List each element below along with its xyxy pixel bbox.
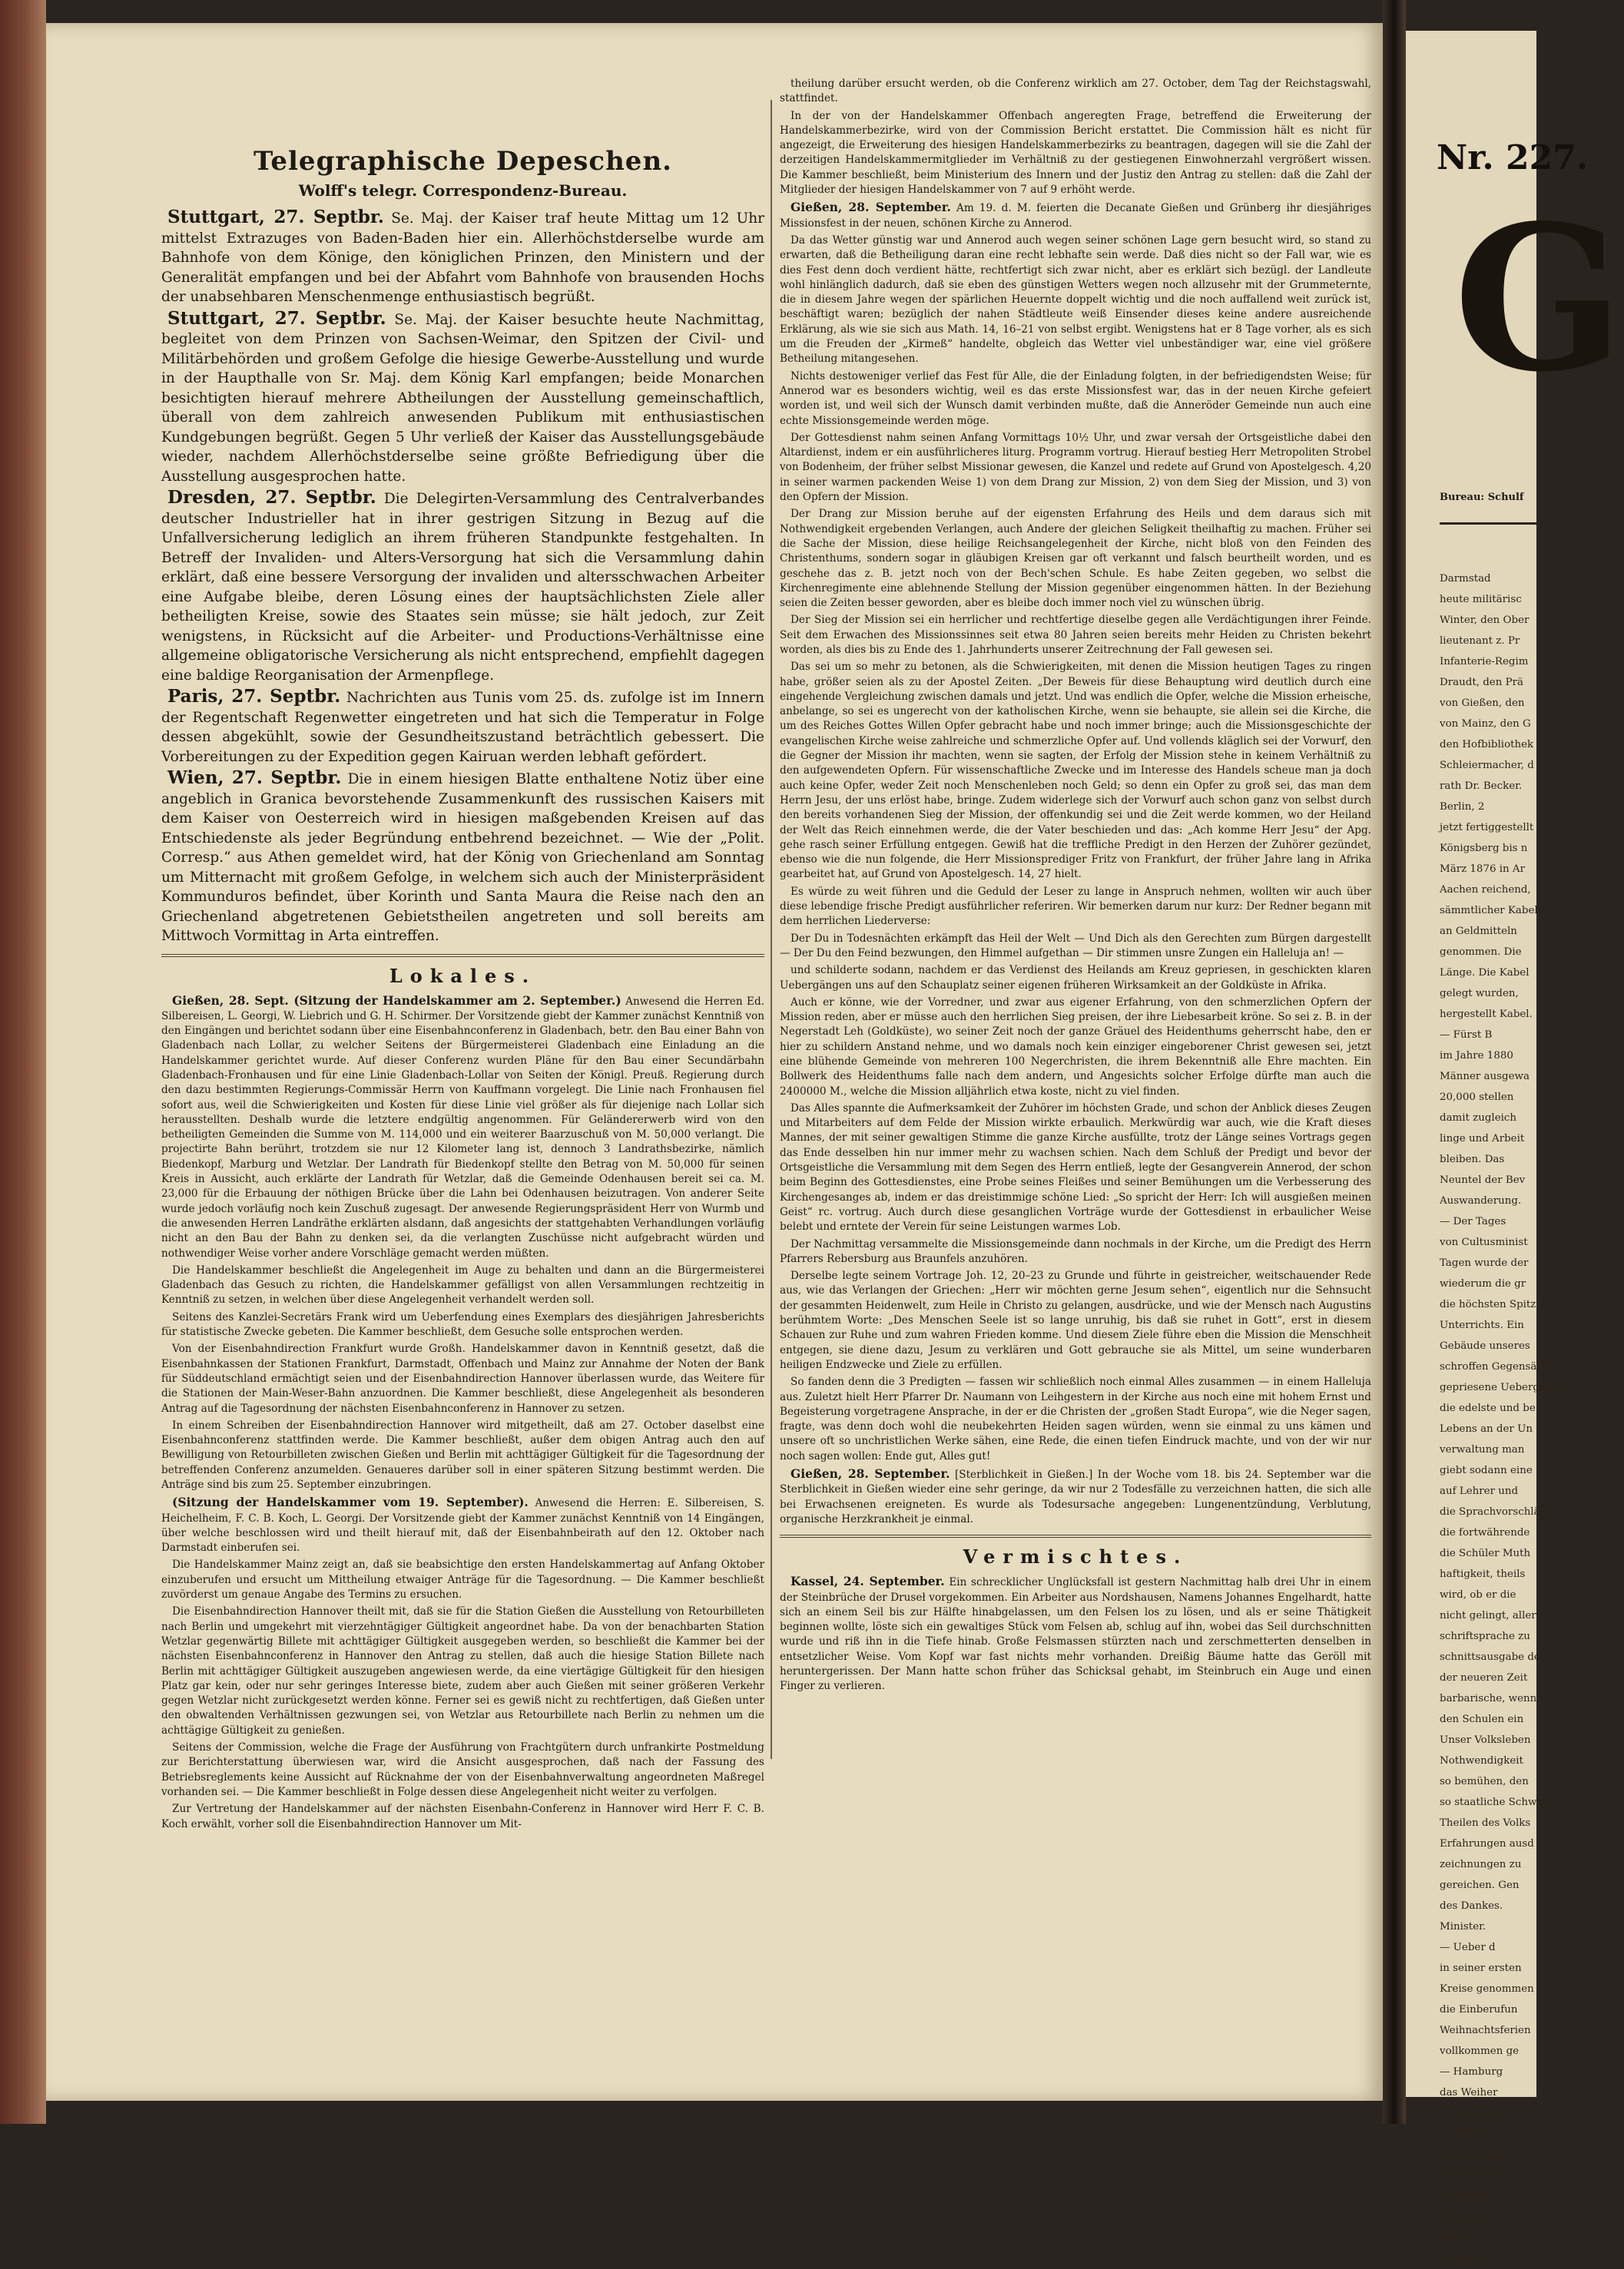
dispatch	[161, 687, 764, 767]
next-page-fragment: Aachen reichend,	[1440, 884, 1531, 896]
next-page-fragment: von Cultusminist	[1440, 1237, 1528, 1248]
headline: Telegraphische Depeschen.	[253, 146, 672, 177]
article-paragraph-text: Der Gottesdienst nahm seinen Anfang Vormittags 10½ Uhr, und zwar versah der Ortsgeistliche dabei den Altardienst, indem er ein ausführlicheres liturg. Programm vortrug. Hierauf bestieg Herr Metropoliten Strobel von Bodenheim, der früher selbst Missionar gewesen, die Kanzel und redete auf Grund von Apostelgesch. 4,20 in seiner warmen packenden Weise 1) von dem Drang zur Mission, 2) von dem Sieg der Mission, und 3) von den Opfern der Mission.	[780, 431, 1371, 504]
next-page-fragment: schnittsausgabe der	[1440, 1651, 1546, 1663]
next-page-fragment: an Geldmitteln	[1440, 926, 1517, 937]
next-page-fragment: zu zahlen	[1440, 2128, 1490, 2140]
subheadline: Wolff's telegr. Correspondenz-Bureau.	[298, 181, 628, 200]
article-paragraph-text: Der Nachmittag versammelte die Missionsgemeinde dann nochmals in der Kirche, um die Predigt des Herrn Pfarrers Rebersburg aus Braunfels anzuhören.	[780, 1237, 1371, 1265]
article-paragraph-text: Der Drang zur Mission beruhe auf der eigensten Erfahrung des Heils und dem daraus sich mit Nothwendigkeit ergebenden Verlangen, auch Andere der gleichen Seligkeit theilhaftig zu machen. Früher sei die Sache der Mission, diese heilige Reichsangelegenheit der Kirche, nicht bloß von den Feinden des Christenthums, sondern sogar in gläubigen Kreisen gar oft verkannt und falsch beurtheilt worden, und es geschehe das z. B. jetzt noch von der Bech'schen Schule. Es habe Zeiten gegeben, wo selbst die Kirchenregimente eine ablehnende Stellung der Mission gegenüber eingenommen hätten. In der Beziehung seien die Zeiten besser geworden, aber es bleibe doch immer noch viel zu wünschen übrig.	[780, 508, 1371, 610]
article-paragraph	[780, 963, 1371, 993]
next-page-fragment: lieutenant z. Pr	[1440, 635, 1520, 647]
lokales-paragraph-text: Die Eisenbahndirection Hannover theilt mit, daß sie für die Station Gießen die Ausstellung von Retourbilleten nach Berlin und umgekehrt mit vierzehntägiger Gültigkeit angeordnet habe. Da von der benachbarten Station Wetzlar gegenwärtig Billete mit achttägiger Gültigkeit ausgegeben werden, so beschließt die Kammer bei der nächsten Eisenbahnconferenz in Hannover den Antrag zu stellen, daß auch die hiesige Station Billete nach Berlin mit achttägiger Gültigkeit auszugeben angewiesen werde, da eine viertägige Gültigkeit für den hiesigen Platz gar kein, oder nur sehr geringes Interesse biete, zudem aber auch Gießen mit seiner größeren Verkehr gegen Wetzlar nicht zurückgesetzt werden könne. Ferner sei es gewiß nicht zu rechtfertigen, daß Gießen unter den obwaltenden Verhältnissen gezwungen sei, von Wetzlar aus Retourbillete nach Berlin zu nehmen um die achttägige Gültigkeit zu genießen.	[161, 1605, 764, 1737]
article-paragraph	[780, 660, 1371, 882]
next-page-fragment: Kreise genommen	[1440, 1983, 1534, 1995]
article-paragraph-text: Da das Wetter günstig war und Annerod auch wegen seiner schönen Lage gern besucht wird, so stand zu erwarten, daß die Betheiligung daran eine recht lebhafte sein werde. Daß dies nicht so der Fall war, wie es dies Fest denn doch verdient hätte, rechtfertigt sich zwar nicht, aber es erklärt sich bezügl. der Landleute wohl hinlänglich dadurch, daß sie eben des günstigen Wetters wegen noch allzusehr mit der Grummeternte, die in diesem Jahre wegen der spärlichen Heuernte doppelt wichtig und die noch auffallend weit zurück ist, beschäftigt waren; bezüglich der nahen Städtleute weiß Einsender dieses keine andere ausreichende Erklärung, als wie sie sich aus Math. 14, 16–21 von selbst ergibt. Wenigstens hat er 8 Tage vorher, als es sich um die Freuden der „Kirmeß“ handelte, obgleich das Wetter viel unbeständiger war, eine viel größere Betheilung mitangesehen.	[780, 234, 1371, 366]
next-page-fragment: scheint	[1440, 2253, 1478, 2264]
dispatch-text: Nachrichten aus Tunis vom 25. ds. zufolge ist im Innern der Regentschaft Regenwetter eingetreten und hat sich die Temperatur in Folge dessen abgekühlt, sowie der Gesundheitszustand beträchtlich gebessert. Die Vorbereitungen zu der Expedition gegen Kairuan werden lebhaft gefördert.	[161, 690, 764, 765]
next-page-fragment: schroffen Gegensätze	[1440, 1361, 1553, 1373]
next-page	[1406, 31, 1624, 2264]
next-page-fragment: Weihnachtsferien	[1440, 2025, 1531, 2036]
lokales-paragraph-text: Anwesend die Herren Ed. Silbereisen, L. Georgi, W. Liebrich und G. H. Schirmer. Der Vorsitzende giebt der Kammer zunächst Kenntniß von den Eingängen und berichtet sodann über eine Eisenbahnconferenz in Gladenbach, betr. den Bau einer Bahn von Gladenbach nach Lollar, zu welcher Seitens der Bürgermeisterei Gladenbach eine Einladung an die Handelskammer gerichtet wurde. Auf dieser Conferenz wurden Pläne für den Bau einer Secundärbahn Gladenbach-Fronhausen und für eine Linie Gladenbach-Lollar von Seiten der Königl. Preuß. Regierung durch den dazu bestimmten Regierungs-Commissär Herrn von Kauffmann vorgelegt. Die Linie nach Fronhausen fiel sofort aus, weil die Schwierigkeiten und Kosten für diese Linie viel größer als für diejenige nach Lollar sich herausstellten. Deshalb wurde die letztere endgültig angenommen. Für Geländererwerb wird von den betheiligten Gemeinden die Summe von M. 114,000 und ein weiterer Baarzuschuß von M. 50,000 verlangt. Die projectirte Bahn berührt, trotzdem sie nur 12 Kilometer lang ist, dennoch 3 Landrathsbezirke, nämlich Biedenkopf, Marburg und Wetzlar. Der Landrath für Biedenkopf stellte den Betrag von M. 50,000 für seinen Kreis in Aussicht, auch erklärte der Landrath für Wetzlar, daß die Gemeinde Odenhausen bereit sei ca. M. 23,000 für die Erbauung der nöthigen Brücke über die Lahn bei Odenhausen beizutragen. Von anderer Seite wurde jedoch vorläufig noch kein Zuschuß zugesagt. Der anwesende Regierungspräsident Herr von Wurmb und die anwesenden Herren Landräthe erklärten alsdann, daß angesichts der stattgehabten Verhandlungen vorläufig nicht an den Bau der Bahn zu denken sei, da die verlangten Zuschüsse nicht aufgebracht würden und nothwendiger Weise vorher andere Vorschläge gemacht werden müßten.	[161, 995, 764, 1260]
dispatch-lead: Stuttgart, 27. Septbr.	[167, 207, 384, 227]
lokales-list	[161, 993, 764, 1832]
article-paragraph	[780, 369, 1371, 429]
next-page-fragment: rath Dr. Becker.	[1440, 780, 1523, 792]
issue-number: Nr. 227.	[1437, 138, 1589, 177]
next-page-fragment: Erfahrungen ausd	[1440, 1838, 1534, 1850]
next-page-fragment: barbarische, wenn	[1440, 1693, 1537, 1704]
next-page-fragment: vollkommen ge	[1440, 2045, 1520, 2057]
dispatch-text: Se. Maj. der Kaiser besuchte heute Nachmittag, begleitet von dem Prinzen von Sachsen-Weimar, den Spitzen der Civil- und Militärbehörden und großem Gefolge die hiesige Gewerbe-Ausstellung und wurde in der Haupthalle von Sr. Maj. dem König Karl empfangen; beide Monarchen besichtigten hierauf mehrere Abtheilungen der Ausstellung gemeinschaftlich, überall von dem zahlreich anwesenden Publikum mit enthusiastischen Kundgebungen begrüßt. Gegen 5 Uhr verließ der Kaiser das Ausstellungsgebäude wieder, nachdem Allerhöchstderselbe seine größte Befriedigung über die Ausstellung ausgesprochen hatte.	[161, 311, 765, 485]
column-divider	[771, 100, 772, 1759]
next-page-fragment: des Dankes.	[1440, 1900, 1503, 1912]
article-paragraph-text: und schilderte sodann, nachdem er das Verdienst des Heilands am Kreuz gepriesen, in geschickten klaren Uebergängen uns auf den Schauplatz seiner eigenen früheren Wirksamkeit an der Goldküste in Afrika.	[780, 964, 1371, 992]
lokales-paragraph-text: Von der Eisenbahndirection Frankfurt wurde Großh. Handelskammer davon in Kenntniß gesetzt, daß die Eisenbahnkassen der Stationen Frankfurt, Darmstadt, Offenbach und Mainz zur Annahme der Noten der Bank für Süddeutschland ermächtigt seien und der Eisenbahndirection Hannover überlassen wurde, das Weitere für die Stationen der Main-Weser-Bahn anzuordnen. Die Kammer beschließt, diese Angelegenheit als besonderen Antrag auf die Tagesordnung der nächsten Eisenbahnconferenz in Hannover zu setzen.	[161, 1343, 764, 1415]
next-page-fragment: bleiben. Das	[1440, 1154, 1505, 1165]
article-paragraph	[780, 507, 1371, 611]
next-page-fragment: — Der Tages	[1440, 1216, 1506, 1227]
next-page-fragment: die fortwährende	[1440, 1527, 1530, 1539]
next-page-fragment: so staatliche Schwa	[1440, 1797, 1543, 1808]
article-paragraph	[780, 995, 1371, 1099]
next-page-fragment: Minister.	[1440, 1921, 1486, 1933]
article-paragraph-lead: Gießen, 28. September.	[790, 1466, 950, 1482]
article-paragraph-text: Der Du in Todesnächten erkämpft das Heil der Welt — Und Dich als den Gerechten zum Bürgen dargestellt — Der Du den Feind bezwungen, den Himmel aufgethan — Dir stimmen unsre Zungen ein Halleluja an! —	[780, 932, 1371, 959]
lokales-paragraph-lead: Gießen, 28. Sept. (Sitzung der Handelskammer am 2. September.)	[172, 992, 621, 1008]
next-page-fragment: giebt sodann eine	[1440, 1465, 1533, 1476]
section-rule	[780, 1535, 1371, 1538]
next-page-fragment: jetzt fertiggestellt	[1440, 822, 1534, 833]
next-page-fragment: Infanterie-Regim	[1440, 656, 1529, 667]
article-paragraph	[780, 77, 1371, 107]
article-paragraph	[780, 431, 1371, 505]
book-binding	[0, 0, 46, 2124]
article-paragraph	[780, 885, 1371, 929]
lokales-paragraph	[161, 1605, 764, 1738]
next-page-fragment: wiederum die gr	[1440, 1278, 1526, 1290]
article-paragraph	[780, 200, 1371, 231]
article-paragraph	[780, 1237, 1371, 1267]
next-page-fragment: 20,000 stellen	[1440, 1091, 1514, 1103]
next-page-fragment: genommen. Die	[1440, 946, 1522, 958]
dispatch	[161, 768, 764, 946]
article-paragraph-text: Am 19. d. M. feierten die Decanate Gießen und Grünberg ihr diesjähriges Missionsfest in der neuen, schönen Kirche zu Annerod.	[780, 202, 1372, 230]
next-page-fragment: Draudt, den Prä	[1440, 677, 1523, 688]
next-page-fragment: als einer	[1440, 2232, 1485, 2244]
next-page-fragment: den Schulen ein	[1440, 1714, 1524, 1725]
next-page-fragment: die edelste und be	[1440, 1403, 1536, 1414]
lokales-paragraph-text: Die Handelskammer Mainz zeigt an, daß sie beabsichtige den ersten Handelskammertag auf Anfang Oktober einzuberufen und ersucht um Mittheilung etwaiger Anträge für die Tagesordnung. — Die Kammer beschließt zuvörderst um genaue Angabe des Termins zu ersuchen.	[161, 1558, 764, 1602]
dispatch	[161, 488, 764, 685]
dispatch-lead: Stuttgart, 27. Septbr.	[167, 307, 386, 329]
next-page-fragment: hergestellt Kabel.	[1440, 1009, 1533, 1020]
article-paragraph	[780, 234, 1371, 367]
next-page-fragment: im Jahre 1880	[1440, 1050, 1513, 1062]
lokales-paragraph-text: Die Handelskammer beschließt die Angelegenheit im Auge zu behalten und dann an die Bürgermeisterei Gladenbach das Gesuch zu richten, die Handelskammer gefälligst von allen Versammlungen rechtzeitig in Kenntniß zu setzen, in welchen über diese Angelegenheit verhandelt werden soll.	[161, 1264, 764, 1307]
lokales-paragraph	[161, 1802, 764, 1832]
article-paragraph	[780, 1466, 1371, 1527]
article-paragraph	[780, 109, 1371, 198]
next-page-fragment: die Schüler Muth	[1440, 1548, 1531, 1559]
next-page-fragment: gelegt wurden,	[1440, 988, 1519, 999]
dispatch	[161, 309, 764, 487]
lokales-paragraph	[161, 1558, 764, 1602]
lokales-paragraph-text: Zur Vertretung der Handelskammer auf der nächsten Eisenbahn-Conferenz in Hannover wird Herr F. C. B. Koch erwählt, vorher soll die Eisenbahndirection Hannover um Mit-	[161, 1803, 764, 1830]
article-paragraph-text: Es würde zu weit führen und die Geduld der Leser zu lange in Anspruch nehmen, wollten wir auch über diese lebendige frische Predigt ausführlicher referiren. Wir bemerken darum nur kurz: Der Redner begann mit dem herrlichen Liederverse:	[780, 885, 1371, 928]
next-page-fragment: Theilen des Volks	[1440, 1817, 1531, 1829]
next-page-fragment: damit zugleich	[1440, 1112, 1517, 1124]
next-page-fragment: verwaltung man	[1440, 1444, 1525, 1456]
next-page-fragment: — Fürst B	[1440, 1029, 1493, 1041]
vermischtes-paragraph-text: Ein schrecklicher Unglücksfall ist gestern Nachmittag halb drei Uhr in einem der Steinbrüche der Druseł vorgekommen. Ein Arbeiter aus Nordshausen, Namens Johannes Engelhardt, hatte sich an einem Seil bis zur Hälfte hinabgelassen, um den Felsen los zu lösen, und als er seine Thätigkeit beginnen wollte, löste sich ein gewaltiges Stück vom Felsen ab, schlug auf ihn, wobei das Seil durchschnitten wurde und riß ihn in die Tiefe hinab. Große Felsmassen stürzten nach und zerschmetterten denselben in entsetzlicher Weise. Vom Kopf war fast nichts mehr vorhanden. Dreißig Bäume hatte das Geröll mit heruntergerissen. Der Mann hatte schon früher das Schicksal gehabt, im Steinbruch ein Auge und einen Finger zu verlieren.	[780, 1576, 1371, 1693]
article-paragraph	[780, 613, 1371, 658]
dispatch-text: Se. Maj. der Kaiser traf heute Mittag um 12 Uhr mittelst Extrazuges von Baden-Baden hier ein. Allerhöchstderselbe wurde am Bahnhofe von dem Könige, den königlichen Prinzen, den Ministern und der Generalität empfangen und bei der Abfahrt vom Bahnhofe von brausenden Hochs der unabsehbaren Menschenmenge enthusiastisch begrüßt.	[161, 210, 764, 305]
bureau-line: Bureau: Schulf	[1440, 492, 1524, 503]
next-page-fragment: die Einberufun	[1440, 2004, 1518, 2016]
next-page-fragment: in seiner ersten	[1440, 1963, 1522, 1974]
next-page-fragment: Darmstad	[1440, 573, 1491, 585]
next-page-fragment: Gebäude unseres	[1440, 1340, 1530, 1352]
next-page-fragment: die höchsten Spitz	[1440, 1299, 1536, 1310]
next-page-fragment: gepriesene Uebergäng	[1440, 1382, 1559, 1393]
article-paragraph-text: Derselbe legte seinem Vortrage Joh. 12, 20–23 zu Grunde und führte in geistreicher, weitschauender Rede aus, wie das Verlangen der Griechen: „Herr wir möchten gerne Jesum sehen“, eigentlich nur die Sehnsucht der gesammten Heidenwelt, zum Heile in Christo zu gelangen, ausdrücke, und wie der Mensch nach Augustins berühmtem Worte: „Des Menschen Seele ist so lange unruhig, bis daß sie ruhet in Gott“, erst in diesem Schauen zur Ruhe und zum wahren Frieden komme. Und diesem Ziele führe eben die Mission die Menschheit entgegen, sie diene dazu, Jesum zu verklären und Gott gebrauche sie als Mittel, um seine wunderbaren heiligen Endzwecke und Ziele zu erfüllen.	[780, 1270, 1371, 1371]
article-paragraph-text: In der von der Handelskammer Offenbach angeregten Frage, betreffend die Erweiterung der Handelskammerbezirke, wird von der Commission Bericht erstattet. Die Commission hält es nicht für angezeigt, die Erweiterung des hiesigen Handelskammerbezirks zu beantragen, dagegen will sie die Zahl der derzeitigen Handelskammermitglieder im Verhältniß zu der gestiegenen Einwohnerzahl vergrößert wissen. Die Kammer beschließt, beim Ministerium des Innern und der Justiz den Antrag zu stellen: daß die Zahl der Mitglieder der hiesigen Handelskammer von 7 auf 9 erhöht werde.	[780, 109, 1371, 197]
next-page-fragment: zeichnungen zu	[1440, 1859, 1522, 1870]
lokales-paragraph	[161, 1419, 764, 1492]
next-page-fragment: auf Lehrer und	[1440, 1486, 1519, 1497]
next-page-fragment: gereichen. Gen	[1440, 1880, 1520, 1891]
page-gutter	[1383, 0, 1406, 2124]
article-paragraph-text: Nichts destoweniger verlief das Fest für Alle, die der Einladung folgten, in der befriedigendsten Weise; für Annerod war es besonders wichtig, weil es das erste Missionsfest war, das in der neuen Kirche gefeiert worden ist, und weil sich der Wunsch damit verbinden mußte, daß die Anneröder Gemeinde nun auch eine echte Missionsgemeinde werden möge.	[780, 369, 1371, 427]
article-paragraph	[780, 1269, 1371, 1373]
article-paragraph-text: So fanden denn die 3 Predigten — fassen wir schließlich noch einmal Alles zusammen — in einem Halleluja aus. Zuletzt hielt Herr Pfarrer Dr. Naumann von Leihgestern in der Kirche aus noch eine mit hohem Ernst und Begeisterung vorgetragene Ansprache, in der er die Christen der „großen Stadt Europa“, wie die Neger sagen, fragte, was denn doch wohl die neubekehrten Heiden sagen würden, wenn sie einmal zu uns kämen und unsere oft so unchristlichen Werke sähen, eine Rede, die einen tiefen Eindruck machte, und von der wir nur noch sagen wollen: Ende gut, Alles gut!	[780, 1376, 1371, 1462]
next-page-fragment: — Ueber d	[1440, 1942, 1496, 1953]
next-page-fragment: Tagen wurde der	[1440, 1257, 1529, 1269]
masthead-initial: G	[1453, 182, 1624, 416]
lokales-paragraph	[161, 1495, 764, 1555]
article-paragraph-text: Das sei um so mehr zu betonen, als die Schwierigkeiten, mit denen die Mission heutigen Tages zu ringen habe, größer seien als zu der Apostel Zeiten. „Der Beweis für diese Behauptung wird deutlich durch eine eingehende Vergleichung zwischen damals und jetzt. Und was endlich die Opfer, welche die Mission erheische, anbelange, so sei es ungerecht von der katholischen Kirche, wenn sie behaupte, sie allein sei die Kirche, die um des Reiches Gottes Willen Opfer gebracht habe und noch immer bringe; auch die Missionsgeschichte der evangelischen Kirche weise zahlreiche und schmerzliche Opfer auf. Und vollends kläglich sei der Vorwurf, den die Gegner der Mission ihr machten, wenn sie sagten, der Erfolg der Mission stehe in keinem Verhältniß zu den aufgewendeten Opfern. Für wissenschaftliche Zwecke und im Interesse des Handels scheue man ja doch auch keine Opfer, weder Zeit noch Menschenleben noch Geld; so denn ein Opfer zu groß sei, das man dem Herrn Jesu, der uns erlöst habe, bringe. Zudem widerlege sich der Vorwurf auch schon ganz von selbst durch den bereits vorhandenen Sieg der Mission, der offenkundig sei und die Zeit werde kommen, wo der Heiland der Welt das Reich einnehmen werde, die der Vater beschieden und das: „Ach komme Herr Jesu“ der Apg. gehe rasch seiner Erfüllung entgegen. Gewiß hat die treffliche Predigt in den Herzen der Zuhörer gezündet, ebenso wie die nun folgende, die Herr Missionsprediger Fritz von Frankfurt, der früher Jahre lang in Afrika gearbeitet hat, auf Grund von Apostelgesch. 14, 27 hielt.	[780, 661, 1371, 881]
article-paragraph-text: [Sterblichkeit in Gießen.] In der Woche vom 18. bis 24. September war die Sterblichkeit in Gießen wieder eine sehr geringe, da wir nur 2 Todesfälle zu verzeichnen hatten, die sich alle bei Erwachsenen ereigneten. Es wurde als Todesursache angegeben: Lungenentzündung, Verblutung, organische Herzkrankheit je einmal.	[780, 1469, 1371, 1525]
next-page-fragment: März 1876 in Ar	[1440, 863, 1525, 875]
article-paragraph	[780, 1101, 1371, 1235]
lokales-paragraph-text: Anwesend die Herren: E. Silbereisen, S. Heichelheim, F. C. B. Koch, L. Georgi. Der Vorsitzende giebt der Kammer zunächst Kenntniß von 14 Eingängen, über welche beschlossen wird und theilt hierauf mit, daß der Eisenbahnbeirath auf den 12. Oktober nach Darmstadt einberufen sei.	[161, 1497, 764, 1555]
article-paragraph-text: theilung darüber ersucht werden, ob die Conferenz wirklich am 27. October, dem Tag der Reichstagswahl, stattfindet.	[780, 78, 1371, 105]
dispatch	[161, 207, 764, 307]
dispatch-lead: Wien, 27. Septbr.	[167, 767, 342, 788]
section-rule	[161, 954, 764, 957]
vermischtes-paragraph-lead: Kassel, 24. September.	[790, 1574, 945, 1589]
next-page-fragment: das Gebäude	[1440, 2149, 1507, 2161]
next-page-fragment: Neuntel der Bev	[1440, 1174, 1526, 1186]
next-page-fragment: den Hofbibliothek	[1440, 739, 1534, 750]
article-paragraph-text: Das Alles spannte die Aufmerksamkeit der Zuhörer im höchsten Grade, und schon der Anblick dieses Zeugen und Mitarbeiters auf dem Felde der Mission wirkte erbaulich. Merkwürdig war auch, wie die Kraft dieses Mannes, der mit seiner gewaltigen Stimme die ganze Kirche ausfüllte, trotz der Länge seines Vortrags gegen das Ende desselben hin nur immer mehr zu wachsen schien. Nach dem Schluß der Predigt und bevor der Ortsgeistliche die Versammlung mit dem Segen des Herrn entließ, legte der Gesangverein Annerod, der schon beim Beginn des Gottesdienstes, eine Probe seines Fleißes und seiner Bemühungen um die Verbesserung des Kirchengesanges ab, indem er das dreistimmige schöne Lied: „So spricht der Herr: Ich will ausgießen meinen Geist“ rc. vortrug. Auch durch diese gesanglichen Vorträge wurde der Gottesdienst in erbaulicher Weise belebt und erntete der Verein für seine Leistungen warmes Lob.	[780, 1101, 1371, 1234]
next-page-fragment: Berlin, 2	[1440, 801, 1485, 813]
next-page-fragment: in Wandsbeck	[1440, 2108, 1512, 2119]
dispatch-text: Die in einem hiesigen Blatte enthaltene Notiz über eine angeblich in Granica bevorstehende Zusammenkunft des russischen Kaisers mit dem Kaiser von Oesterreich wird in hiesigen maßgebenden Kreisen auf das Entschiedenste als jeder Begründung entbehrend bezeichnet. — Wie der „Polit. Corresp.“ aus Athen gemeldet wird, hat der König von Griechenland am Sonntag um Mitternacht mit großem Gefolge, in welchem sich auch der Ministerpräsident Kommunduros befindet, über Korinth und Santa Maura die Reise nach den an Griechenland abgetretenen Gebietstheilen angetreten und soll bereits am Mittwoch Vormittag in Arta eintreffen.	[161, 771, 764, 944]
article-paragraph-lead: Gießen, 28. September.	[790, 200, 951, 215]
next-page-fragment: das Weiher	[1440, 2087, 1498, 2098]
next-page-fragment: Lebens an der Un	[1440, 1423, 1533, 1435]
next-page-fragment: Unterrichts. Ein	[1440, 1320, 1524, 1331]
next-page-fragment: der neueren Zeit	[1440, 1672, 1528, 1684]
next-page-fragment: — Hamburg	[1440, 2066, 1503, 2078]
vermischtes-paragraph	[780, 1574, 1371, 1694]
lokales-paragraph-text: Seitens der Commission, welche die Frage der Ausführung von Frachtgütern durch unfrankirte Postmeldung zur Berichterstattung überwiesen war, wird die Ansicht ausgesprochen, daß nach der Fassung des Betriebsreglements keine Aussicht auf Rücknahme der von der Eisenbahnverwaltung angeordneten Maßregel vorhanden sei. — Die Kammer beschließt in Folge dessen diese Angelegenheit nicht weiter zu verfolgen.	[161, 1741, 764, 1798]
article-paragraph-text: Auch er könne, wie der Vorredner, und zwar aus eigener Erfahrung, von den schmerzlichen Opfern der Mission reden, aber er müsse auch den herrlichen Sieg preisen, der ihre Liebesarbeit kröne. So sei z. B. in der Negerstadt Leh (Goldküste), wo seiner Zeit noch der ganze Gräuel des Heidenthums geherrscht habe, den er hier zu schildern Anstand nehme, und wo damals noch kein einziger eingeborener Christ gewesen sei, jetzt eine blühende Gemeinde von mehreren 100 Negerchristen, die ihrem Bekenntniß alle Ehre machten. Ein Bollwerk des Heidenthums falle nach dem andern, und Angesichts solcher Erfolge dürfte man auch die 2400000 M., welche die Mission alljährlich etwa koste, nicht zu viel finden.	[780, 995, 1371, 1098]
right-column-list	[780, 77, 1371, 1527]
next-page-fragment: sämmtlicher Kabel	[1440, 905, 1538, 916]
next-page-fragment: Unser Volksleben	[1440, 1734, 1531, 1746]
next-page-fragment: heute militärisc	[1440, 594, 1522, 605]
article-paragraph	[780, 1375, 1371, 1464]
next-page-text	[1440, 568, 1559, 2264]
next-page-fragment: von Mainz, den G	[1440, 718, 1531, 730]
article-paragraph-text: Der Sieg der Mission sei ein herrlicher und rechtfertige dieselbe gegen alle Verdächtigungen ihrer Feinde. Seit dem Erwachen des Missionssinnes seit etwa 80 Jahren seien bereits mehr Heiden zu Christen bekehrt worden, als dies bis zu Ende des 1. Jahrhunderts unserer Zeitrechnung der Fall gewesen sei.	[780, 614, 1371, 656]
lokales-paragraph-text: In einem Schreiben der Eisenbahndirection Hannover wird mitgetheilt, daß am 27. October daselbst eine Eisenbahnconferenz stattfinden werde. Die Kammer beschließt, außer dem obigen Antrag auch den auf Bewilligung von Retourbilleten zwischen Gießen und Berlin mit achttägiger Gültigkeit für die Tagesordnung der betreffenden Conferenz anzumelden. Genaueres darüber soll in einer späteren Sitzung bestimmt werden. Die Anträge sind bis zum 25. September einzubringen.	[161, 1419, 764, 1491]
lokales-paragraph-text: Seitens des Kanzlei-Secretärs Frank wird um Ueberfendung eines Exemplars des diesjährigen Jahresberichts für statistische Zwecke gebeten. Die Kammer beschließt, dem Gesuche solle entsprochen werden.	[161, 1310, 764, 1339]
dispatch-lead: Paris, 27. Septbr.	[167, 686, 341, 707]
next-page-fragment: Wanderung	[1440, 2211, 1500, 2223]
lokales-paragraph	[161, 1264, 764, 1308]
left-column	[161, 100, 765, 1830]
dispatch-text: Die Delegirten-Versammlung des Centralverbandes deutscher Industrieller hat in ihrer gestrigen Sitzung in Bezug auf die Unfallversicherung lediglich an ihrem früheren Standpunkte festgehalten. In Betreff der Invaliden- und Alters-Versorgung hat sich die Versammlung dahin erklärt, daß eine bessere Versorgung der invaliden und altersschwachen Arbeiter eine Aufgabe bleibe, deren Lösung eines der hauptsächlichsten Ziele aller betheiligten Kreise, sowie des Staates sein müsse; sie hält jedoch, zur Zeit wenigstens, in Rücksicht auf die Arbeiter- und Productions-Verhältnisse eine allgemeine obligatorische Versicherung als nicht entsprechend, empfiehlt dagegen eine baldige Reorganisation der Armenpflege.	[161, 491, 764, 684]
next-page-fragment: von Gießen, den	[1440, 697, 1525, 709]
next-page-fragment: zu geben	[1440, 2191, 1487, 2202]
next-page-fragment: Auswanderung.	[1440, 1195, 1522, 1207]
next-page-fragment: Schleiermacher, d	[1440, 760, 1534, 771]
dispatch-lead: Dresden, 27. Septbr.	[167, 487, 376, 508]
article-paragraph	[780, 932, 1371, 962]
lokales-paragraph-lead: (Sitzung der Handelskammer vom 19. September).	[172, 1495, 529, 1510]
lokales-paragraph	[161, 1310, 764, 1340]
next-page-fragment: Länge. Die Kabel	[1440, 967, 1530, 979]
next-page-fragment: linge und Arbeit	[1440, 1133, 1525, 1144]
next-page-fragment: nicht gelingt, aller	[1440, 1610, 1536, 1621]
next-page-fragment: Königsberg bis n	[1440, 843, 1528, 854]
next-page-fragment: Männer ausgewa	[1440, 1071, 1530, 1082]
dispatch-list	[161, 207, 764, 946]
next-page-fragment: Winter, den Ober	[1440, 614, 1530, 626]
next-page-fragment: in Winterhude	[1440, 2170, 1515, 2181]
next-page-fragment: die Sprachvorschläge	[1440, 1506, 1553, 1518]
vermischtes-list	[780, 1574, 1371, 1694]
lokales-heading: Lokales.	[389, 964, 537, 987]
lokales-paragraph	[161, 1741, 764, 1800]
next-page-fragment: Nothwendigkeit	[1440, 1755, 1523, 1767]
masthead-rule	[1440, 522, 1539, 525]
next-page-fragment: schriftsprache zu	[1440, 1631, 1530, 1642]
next-page-fragment: haftigkeit, theils	[1440, 1568, 1526, 1580]
lokales-paragraph	[161, 993, 764, 1261]
next-page-fragment: wird, ob er die	[1440, 1589, 1516, 1601]
right-column	[780, 77, 1371, 1982]
next-page-fragment: so bemühen, den	[1440, 1776, 1529, 1787]
vermischtes-heading: Vermischtes.	[963, 1545, 1188, 1568]
lokales-paragraph	[161, 1342, 764, 1416]
